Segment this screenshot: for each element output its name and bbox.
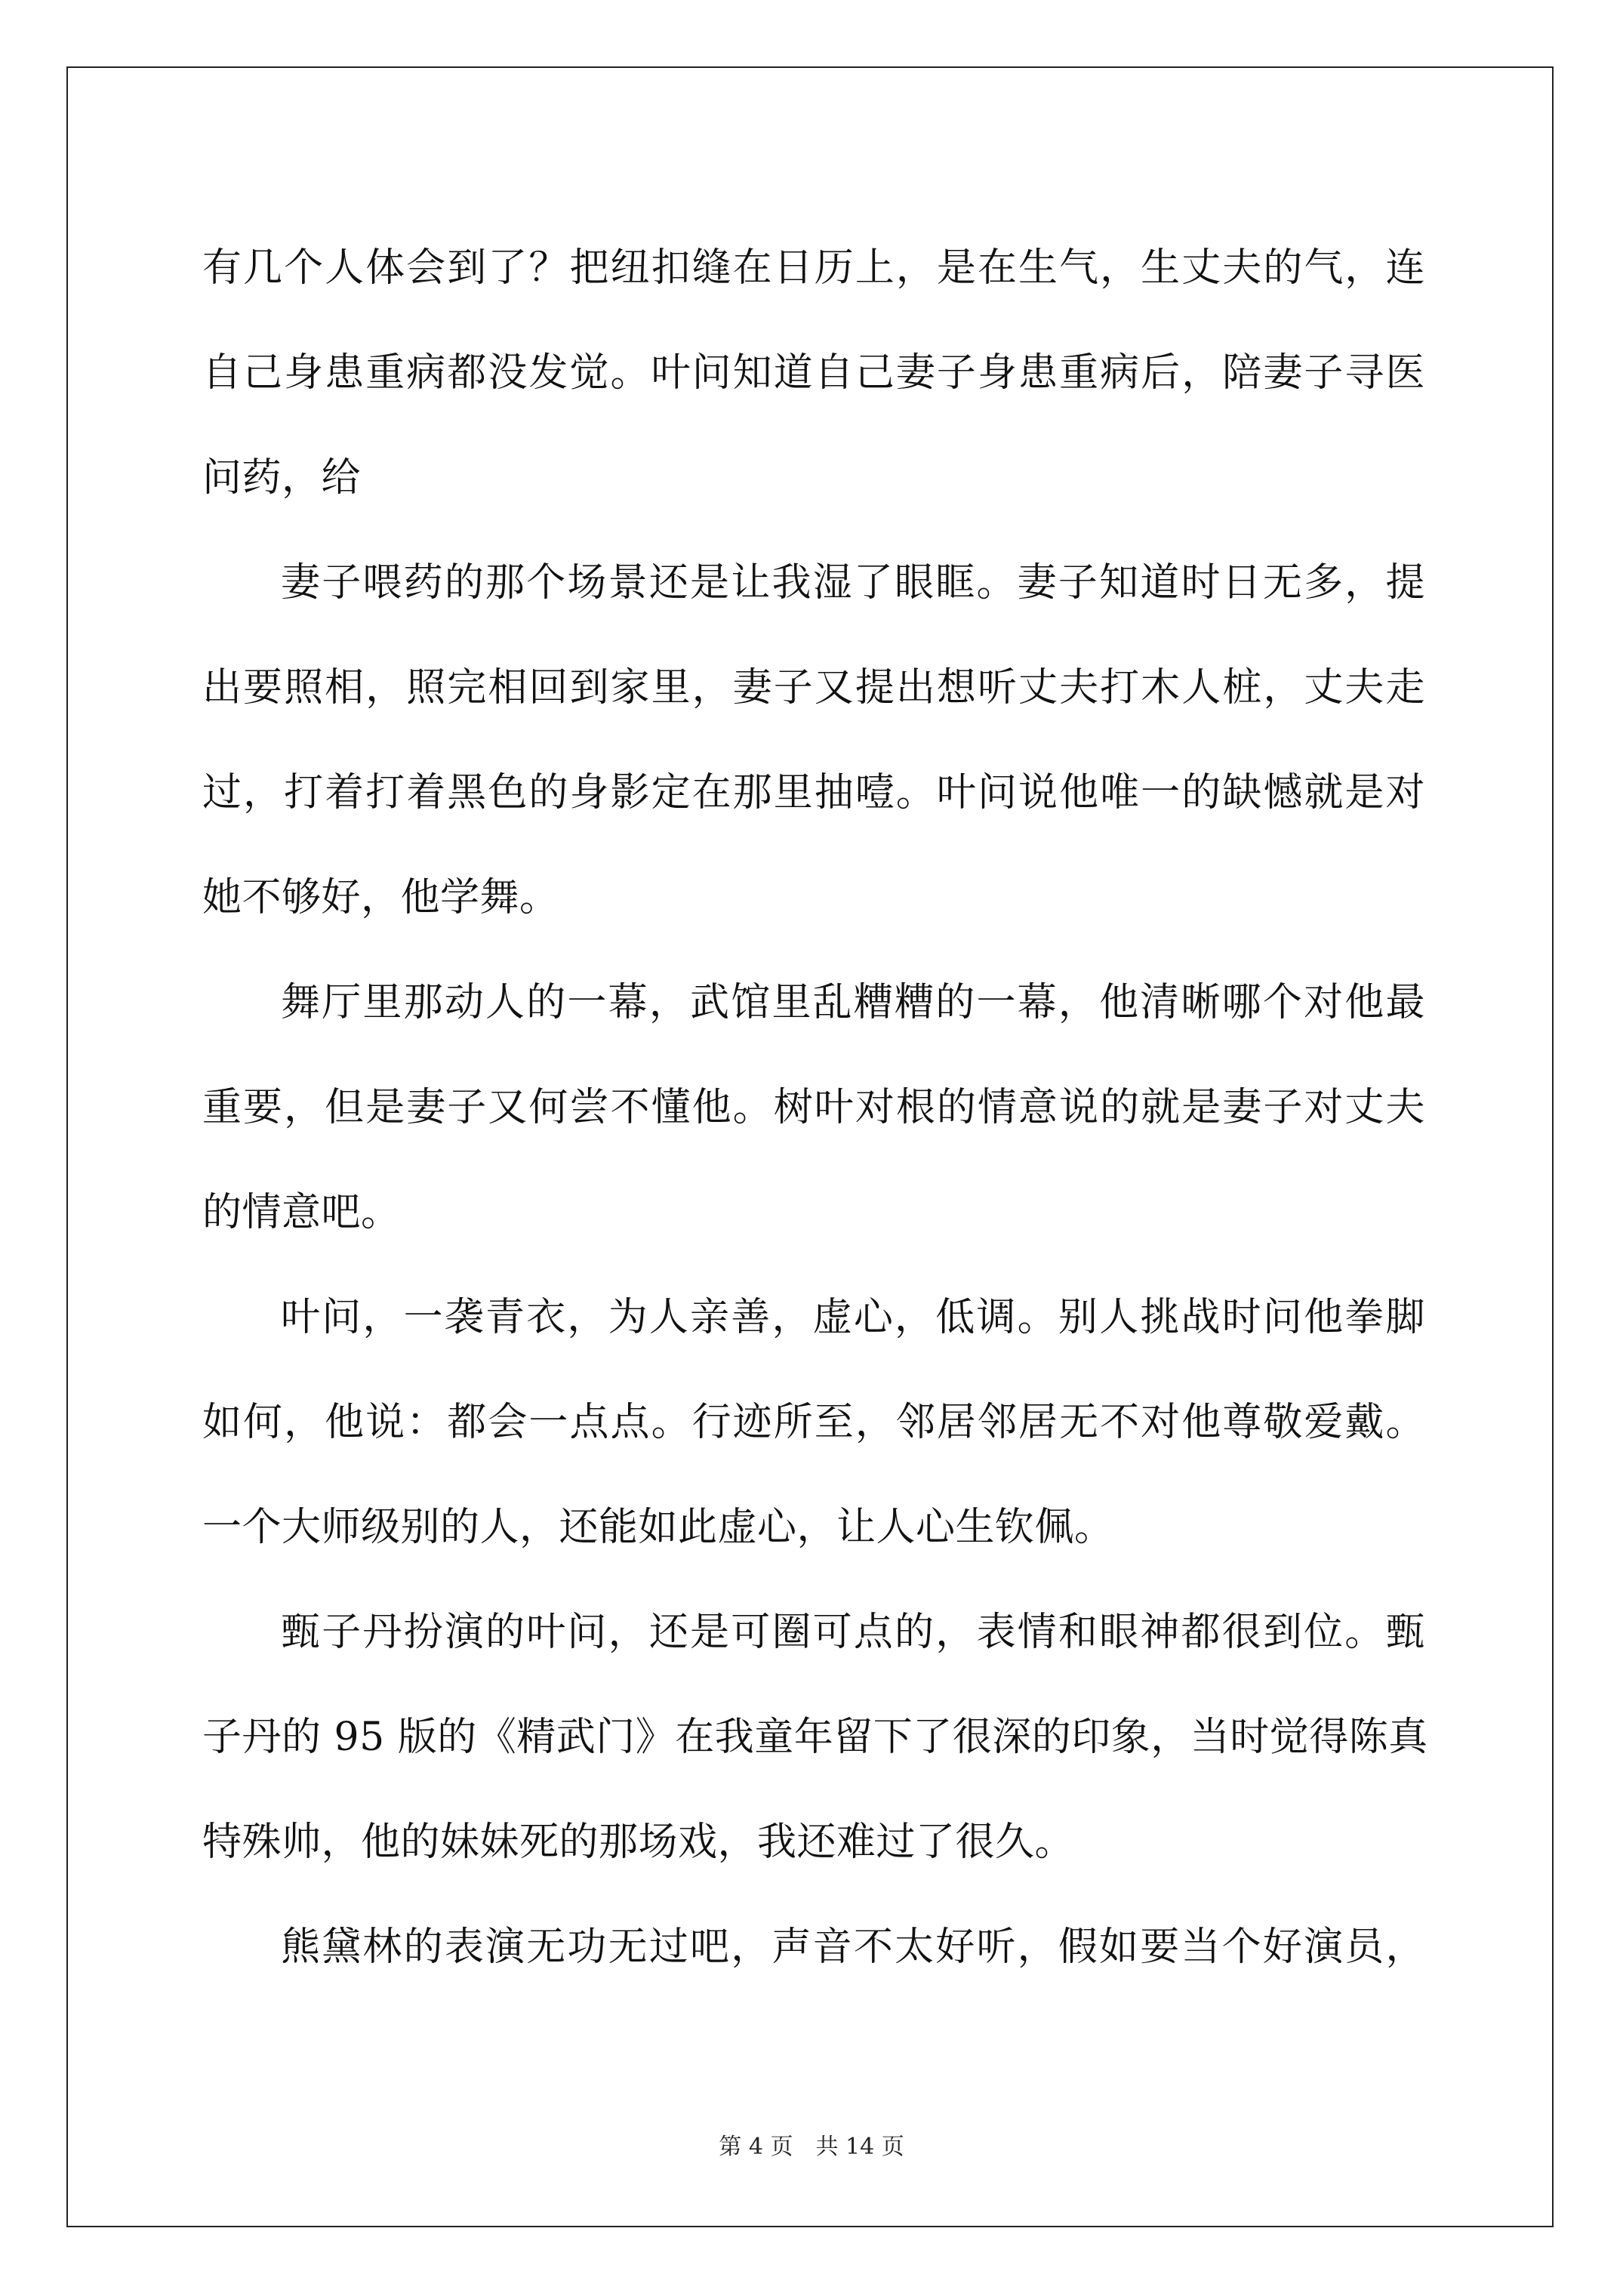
text-line-9: 重要，但是妻子又何尝不懂他。树叶对根的情意说的就是妻子对丈夫	[202, 1085, 1425, 1130]
text-line-7: 她不够好，他学舞。	[202, 875, 559, 920]
text-line-6: 过，打着打着黑色的身影定在那里抽噎。叶问说他唯一的缺憾就是对	[202, 770, 1425, 815]
text-line-11: 叶问，一袭青衣，为人亲善，虚心，低调。别人挑战时问他拳脚	[281, 1295, 1425, 1340]
document-body	[202, 216, 1428, 2000]
text-line-17: 熊黛林的表演无功无过吧，声音不太好听，假如要当个好演员，	[281, 1925, 1425, 1970]
text-line-1: 有几个人体会到了？把纽扣缝在日历上，是在生气，生丈夫的气，连	[202, 245, 1425, 291]
text-line-2: 自己身患重病都没发觉。叶问知道自己妻子身患重病后，陪妻子寻医	[202, 350, 1425, 396]
text-line-16: 特殊帅，他的妹妹死的那场戏，我还难过了很久。	[202, 1820, 1075, 1865]
text-line-3: 问药，给	[202, 455, 362, 501]
text-line-14: 甄子丹扮演的叶问，还是可圈可点的，表情和眼神都很到位。甄	[281, 1610, 1425, 1655]
page-footer: 第 4 页 共 14 页	[719, 2134, 904, 2160]
text-line-8: 舞厅里那动人的一幕，武馆里乱糟糟的一幕，他清晰哪个对他最	[281, 980, 1425, 1025]
text-line-13: 一个大师级别的人，还能如此虚心，让人心生钦佩。	[202, 1505, 1114, 1550]
text-line-4: 妻子喂药的那个场景还是让我湿了眼眶。妻子知道时日无多，提	[281, 560, 1425, 606]
text-line-10: 的情意吧。	[202, 1190, 401, 1235]
text-line-15: 子丹的 95 版的《精武门》在我童年留下了很深的印象，当时觉得陈真	[202, 1715, 1428, 1760]
text-line-12: 如何，他说：都会一点点。行迹所至，邻居邻居无不对他尊敬爱戴。	[202, 1400, 1425, 1445]
text-line-5: 出要照相，照完相回到家里，妻子又提出想听丈夫打木人桩，丈夫走	[202, 665, 1425, 710]
